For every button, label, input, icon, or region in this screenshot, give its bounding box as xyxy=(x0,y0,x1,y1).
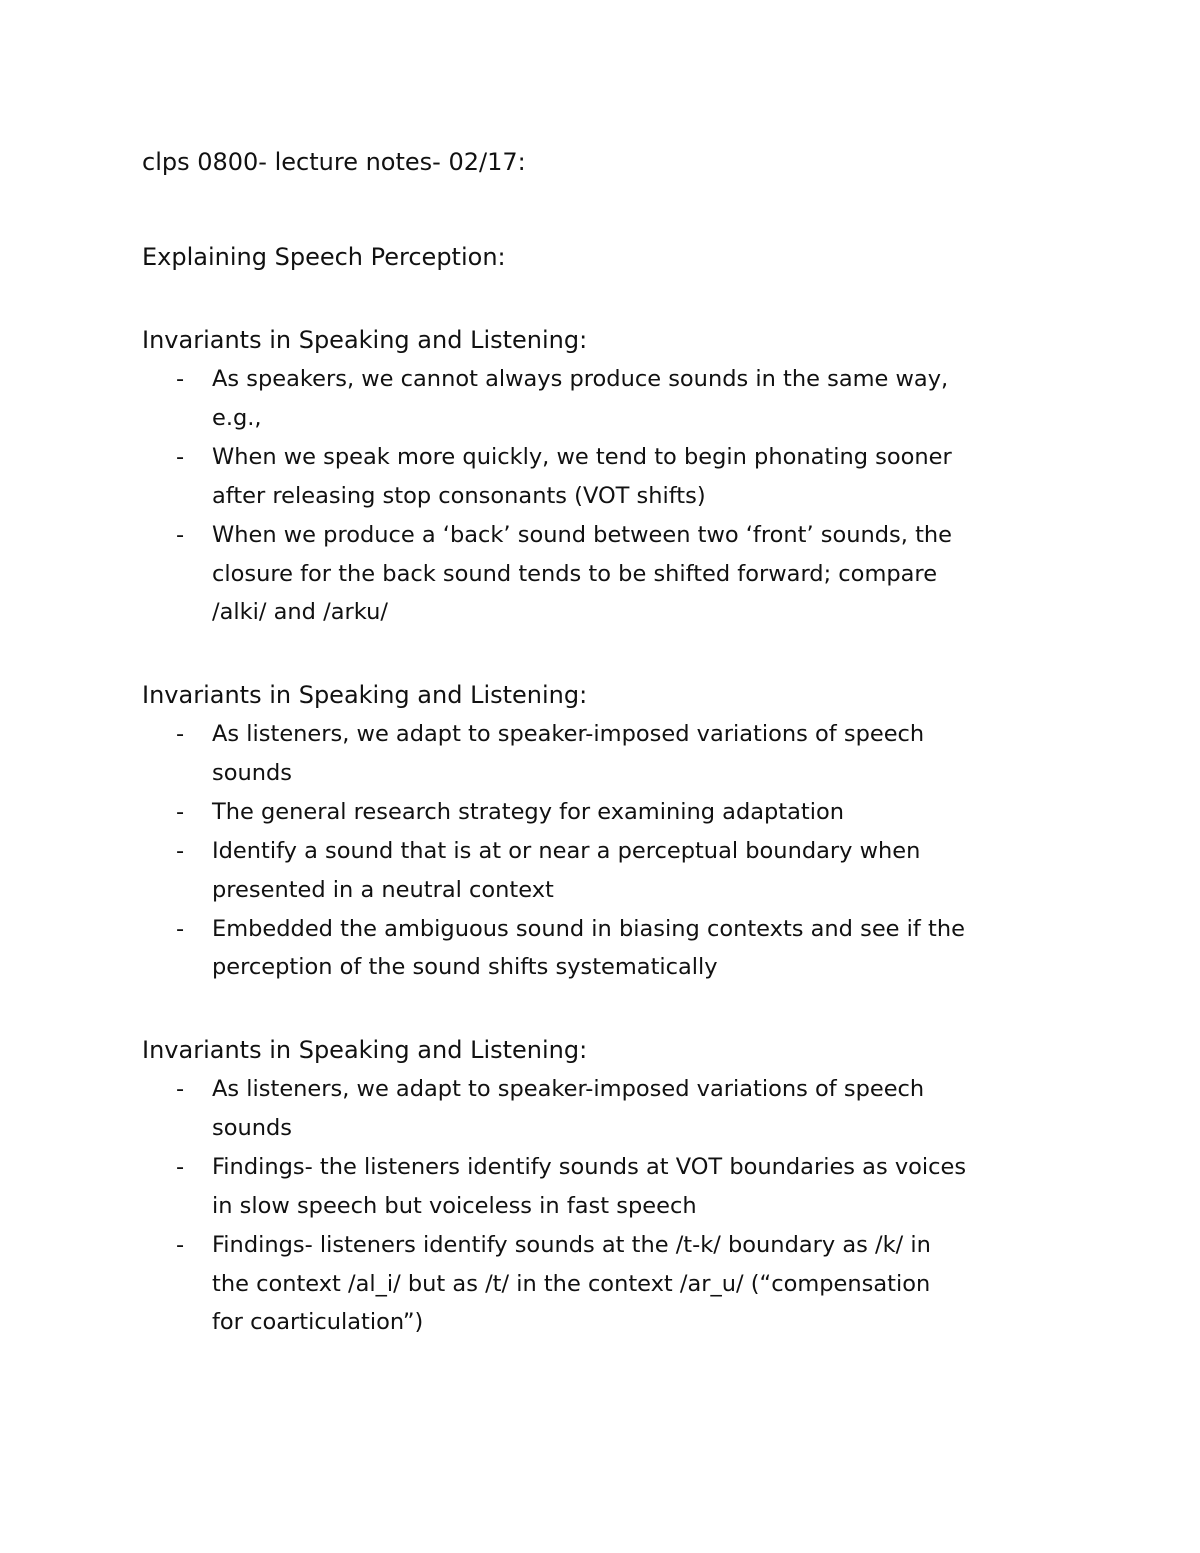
document-title: clps 0800- lecture notes- 02/17: xyxy=(142,148,526,176)
bullet-item xyxy=(142,715,1072,793)
bullet-line: closure for the back sound tends to be shifted forward; compare xyxy=(212,560,938,587)
bullet-line: sounds xyxy=(212,759,293,786)
bullet-item xyxy=(142,1148,1072,1226)
bullet-line: after releasing stop consonants (VOT shifts) xyxy=(212,482,706,509)
bullet-dash: - xyxy=(176,721,185,747)
bullet-dash: - xyxy=(176,366,185,392)
bullet-item xyxy=(142,1070,1072,1148)
bullet-line: perception of the sound shifts systematically xyxy=(212,954,718,981)
bullet-line: Findings- listeners identify sounds at the /t-k/ boundary as /k/ in xyxy=(212,1231,931,1258)
document-subtitle: Explaining Speech Perception: xyxy=(142,243,506,271)
bullet-list xyxy=(142,360,1072,632)
bullet-line: e.g., xyxy=(212,404,262,431)
bullet-dash: - xyxy=(176,798,185,825)
notes-section xyxy=(142,675,1072,987)
bullet-line: As listeners, we adapt to speaker-imposed variations of speech xyxy=(212,1076,925,1102)
bullet-line: Embedded the ambiguous sound in biasing contexts and see if the xyxy=(212,915,965,942)
bullet-item xyxy=(142,1226,1072,1343)
bullet-line: presented in a neutral context xyxy=(212,876,554,903)
bullet-item xyxy=(142,438,1072,516)
bullet-dash: - xyxy=(176,521,185,548)
bullet-list xyxy=(142,715,1072,987)
bullet-item xyxy=(142,516,1072,633)
bullet-list xyxy=(142,1070,1072,1342)
bullet-line: Identify a sound that is at or near a perceptual boundary when xyxy=(212,837,921,864)
bullet-line: the context /al_i/ but as /t/ in the context /ar_u/ (“compensation xyxy=(212,1270,931,1297)
notes-section xyxy=(142,320,1072,632)
bullet-dash: - xyxy=(176,1076,185,1102)
section-heading: Invariants in Speaking and Listening: xyxy=(142,681,588,709)
bullet-line: As speakers, we cannot always produce sounds in the same way, xyxy=(212,366,949,392)
section-heading: Invariants in Speaking and Listening: xyxy=(142,1036,588,1064)
bullet-line: in slow speech but voiceless in fast speech xyxy=(212,1192,697,1219)
bullet-line: As listeners, we adapt to speaker-imposed variations of speech xyxy=(212,721,925,747)
bullet-line: /alki/ and /arku/ xyxy=(212,599,388,626)
bullet-line: for coarticulation”) xyxy=(212,1309,424,1336)
bullet-line: Findings- the listeners identify sounds at VOT boundaries as voices xyxy=(212,1153,967,1180)
bullet-item xyxy=(142,360,1072,438)
bullet-line: When we produce a ‘back’ sound between two ‘front’ sounds, the xyxy=(212,521,952,548)
bullet-item xyxy=(142,832,1072,910)
bullet-dash: - xyxy=(176,915,185,942)
notes-section xyxy=(142,1030,1072,1342)
section-heading: Invariants in Speaking and Listening: xyxy=(142,326,588,354)
bullet-dash: - xyxy=(176,1153,185,1180)
bullet-item xyxy=(142,910,1072,988)
bullet-item xyxy=(142,793,1072,832)
bullet-line: sounds xyxy=(212,1114,293,1141)
bullet-dash: - xyxy=(176,1231,185,1258)
bullet-line: When we speak more quickly, we tend to begin phonating sooner xyxy=(212,443,952,470)
bullet-line: The general research strategy for examining adaptation xyxy=(212,798,845,825)
bullet-dash: - xyxy=(176,837,185,864)
bullet-dash: - xyxy=(176,443,185,470)
